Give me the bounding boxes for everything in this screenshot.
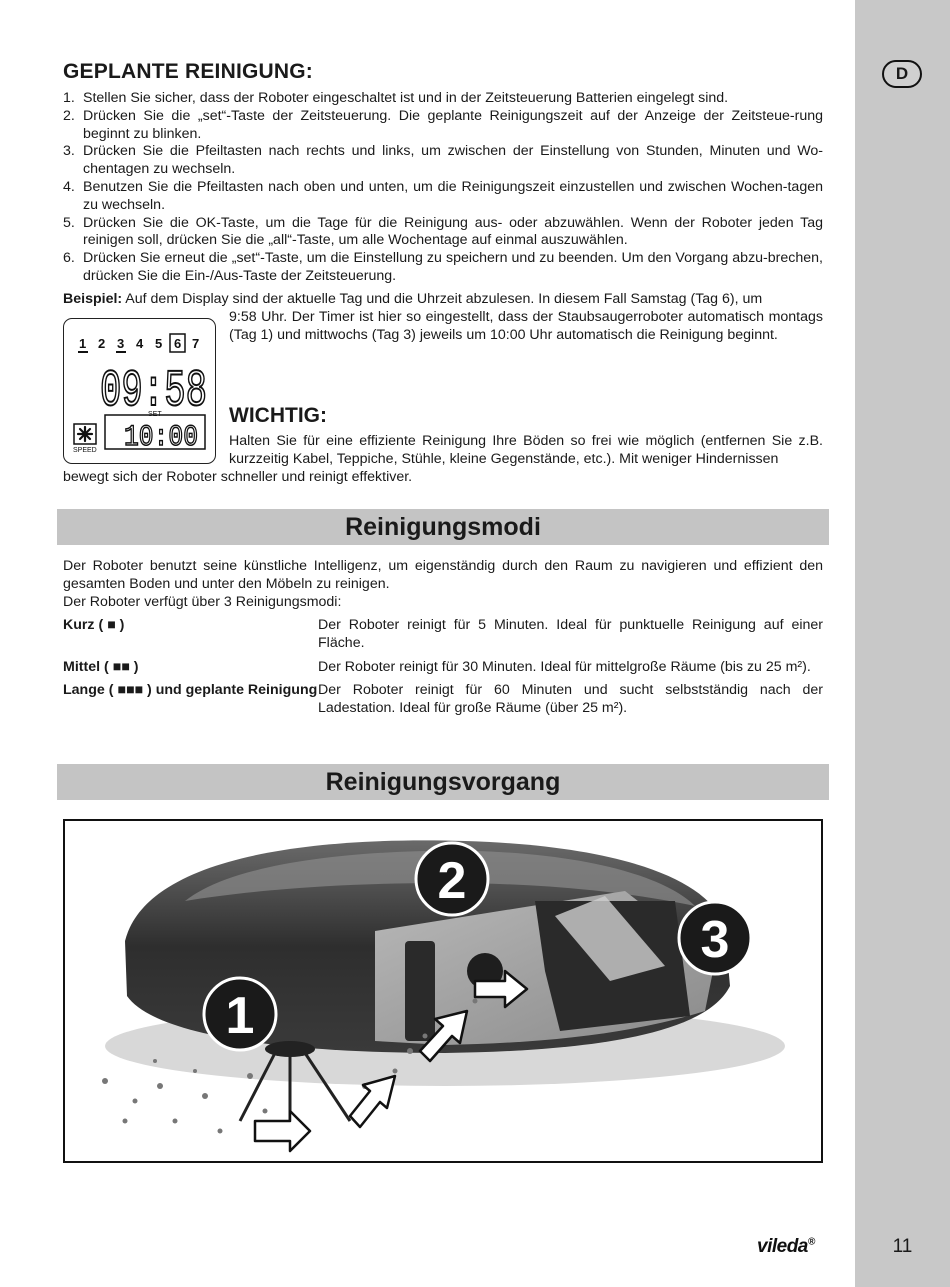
modes-intro-paragraph: Der Roboter benutzt seine künstliche Intelligenz, um eigenständig durch den Raum zu navigieren und effizient den gesamten Boden und unter den Möbeln zu reinigen. [63, 558, 823, 592]
step-text: Stellen Sie sicher, dass der Roboter eingeschaltet ist und in der Zeitsteuerung Batterien eingelegt sind. [83, 90, 729, 106]
set-time: 10:00 [124, 421, 198, 455]
scheduled-steps-list [63, 90, 823, 286]
robot-cutaway-figure [63, 819, 823, 1163]
step-item [63, 108, 823, 144]
example-paragraph [63, 291, 823, 309]
day-digit: 4 [136, 336, 144, 351]
modes-intro [63, 558, 823, 611]
marker-3-label: 3 [700, 911, 730, 969]
day-digit: 2 [98, 336, 106, 351]
language-badge: D [882, 60, 922, 88]
day-digit: 1 [79, 336, 87, 351]
step-item [63, 250, 823, 286]
step-number: 5. [63, 214, 75, 231]
example-text: Auf dem Display sind der aktuelle Tag und die Uhrzeit abzulesen. In diesem Fall Samstag (Tag 6), um [122, 291, 763, 307]
scheduled-cleaning-title: GEPLANTE REINIGUNG: [63, 60, 313, 83]
marker-1 [204, 978, 276, 1050]
robot-illustration [65, 821, 820, 1160]
step-text: Drücken Sie die „set“-Taste der Zeitsteuerung. Die geplante Reinigungszeit auf der Anzeige der Zeitsteue-rung beginnt zu blinken. [83, 107, 823, 142]
step-item [63, 90, 823, 108]
marker-3 [679, 902, 751, 974]
mode-name: Lange ( ■■■ ) und geplante Reinigung [63, 682, 318, 699]
page-number: 11 [892, 1236, 913, 1257]
marker-2-label: 2 [437, 852, 467, 910]
modes-table [63, 617, 823, 724]
day-digit: 3 [117, 336, 125, 351]
step-number: 4. [63, 178, 75, 195]
day-digit: 7 [192, 336, 200, 351]
vileda-logo [757, 1236, 815, 1258]
marker-2 [416, 843, 488, 915]
mode-row-medium [63, 659, 823, 677]
example-text-continued: 9:58 Uhr. Der Timer ist hier so eingestellt, dass der Staubsaugerroboter automatisch montags (Tag 1) und mittwochs (Tag 3) jeweils um 10:00 Uhr automatisch die Reinigung beginnt. [229, 309, 823, 343]
timer-display-svg [64, 319, 214, 462]
speed-label: SPEED [73, 447, 97, 454]
speed-fan-icon [78, 427, 92, 441]
step-number: 6. [63, 250, 75, 267]
step-item [63, 143, 823, 179]
step-number: 1. [63, 90, 75, 106]
cleaning-process-heading: Reinigungsvorgang [57, 764, 829, 800]
mode-name: Mittel ( ■■ ) [63, 658, 139, 675]
day-digit: 6 [174, 336, 182, 351]
step-number: 2. [63, 107, 75, 124]
mode-description: Der Roboter reinigt für 30 Minuten. Ideal für mittelgroße Räume (bis zu 25 m²). [318, 658, 811, 675]
step-text: Drücken Sie die OK-Taste, um die Tage für die Reinigung aus- oder abzuwählen. Wenn der Roboter jeden Tag reinigen soll, drücken Sie die „all“-Taste, um alle Wochentage auf einmal auszuwählen. [83, 214, 823, 249]
step-number: 3. [63, 143, 75, 160]
important-text: Halten Sie für eine effiziente Reinigung Ihre Böden so frei wie möglich (entfernen Sie z.B. kurzzeitig Kabel, Teppiche, Stühle, kleine Gegenstände, etc.). Mit weniger Hindernissen [229, 433, 823, 467]
roller-brush [405, 941, 435, 1041]
day-digit: 5 [155, 336, 163, 351]
mode-row-long [63, 682, 823, 718]
brand-wordmark: vileda [757, 1236, 808, 1257]
mode-name: Kurz ( ■ ) [63, 617, 125, 633]
important-text-continued: bewegt sich der Roboter schneller und reinigt effektiver. [63, 469, 413, 485]
step-text: Benutzen Sie die Pfeiltasten nach oben und unten, um die Reinigungszeit einzustellen und zwischen Wochen-tagen zu wechseln. [83, 178, 823, 213]
example-label: Beispiel: [63, 291, 123, 307]
step-text: Drücken Sie erneut die „set“-Taste, um die Einstellung zu speichern und zu beenden. Um den Vorgang abzu-brechen, drücken Sie die Ein-/Aus-Taste der Zeitsteuerung. [83, 250, 823, 284]
set-label: SET [148, 411, 162, 418]
mode-description: Der Roboter reinigt für 5 Minuten. Ideal für punktuelle Reinigung auf einer Fläche. [318, 617, 823, 651]
modes-count-line: Der Roboter verfügt über 3 Reinigungsmodi: [63, 593, 342, 610]
current-time: 09:58 [100, 362, 207, 421]
mode-description: Der Roboter reinigt für 60 Minuten und sucht selbstständig nach der Ladestation. Ideal für große Räume (über 25 m²). [318, 682, 823, 717]
step-item [63, 215, 823, 251]
side-margin-bar [855, 0, 950, 1287]
registered-mark: ® [807, 1236, 815, 1248]
marker-1-label: 1 [225, 987, 255, 1045]
mode-row-short [63, 617, 823, 653]
step-item [63, 179, 823, 215]
cleaning-modes-heading: Reinigungsmodi [57, 509, 829, 545]
important-title: WICHTIG: [229, 404, 327, 427]
timer-display-illustration [63, 318, 216, 464]
step-text: Drücken Sie die Pfeiltasten nach rechts und links, um zwischen der Einstellung von Stunden, Minuten und Wo-chentagen zu wechseln. [83, 143, 823, 178]
